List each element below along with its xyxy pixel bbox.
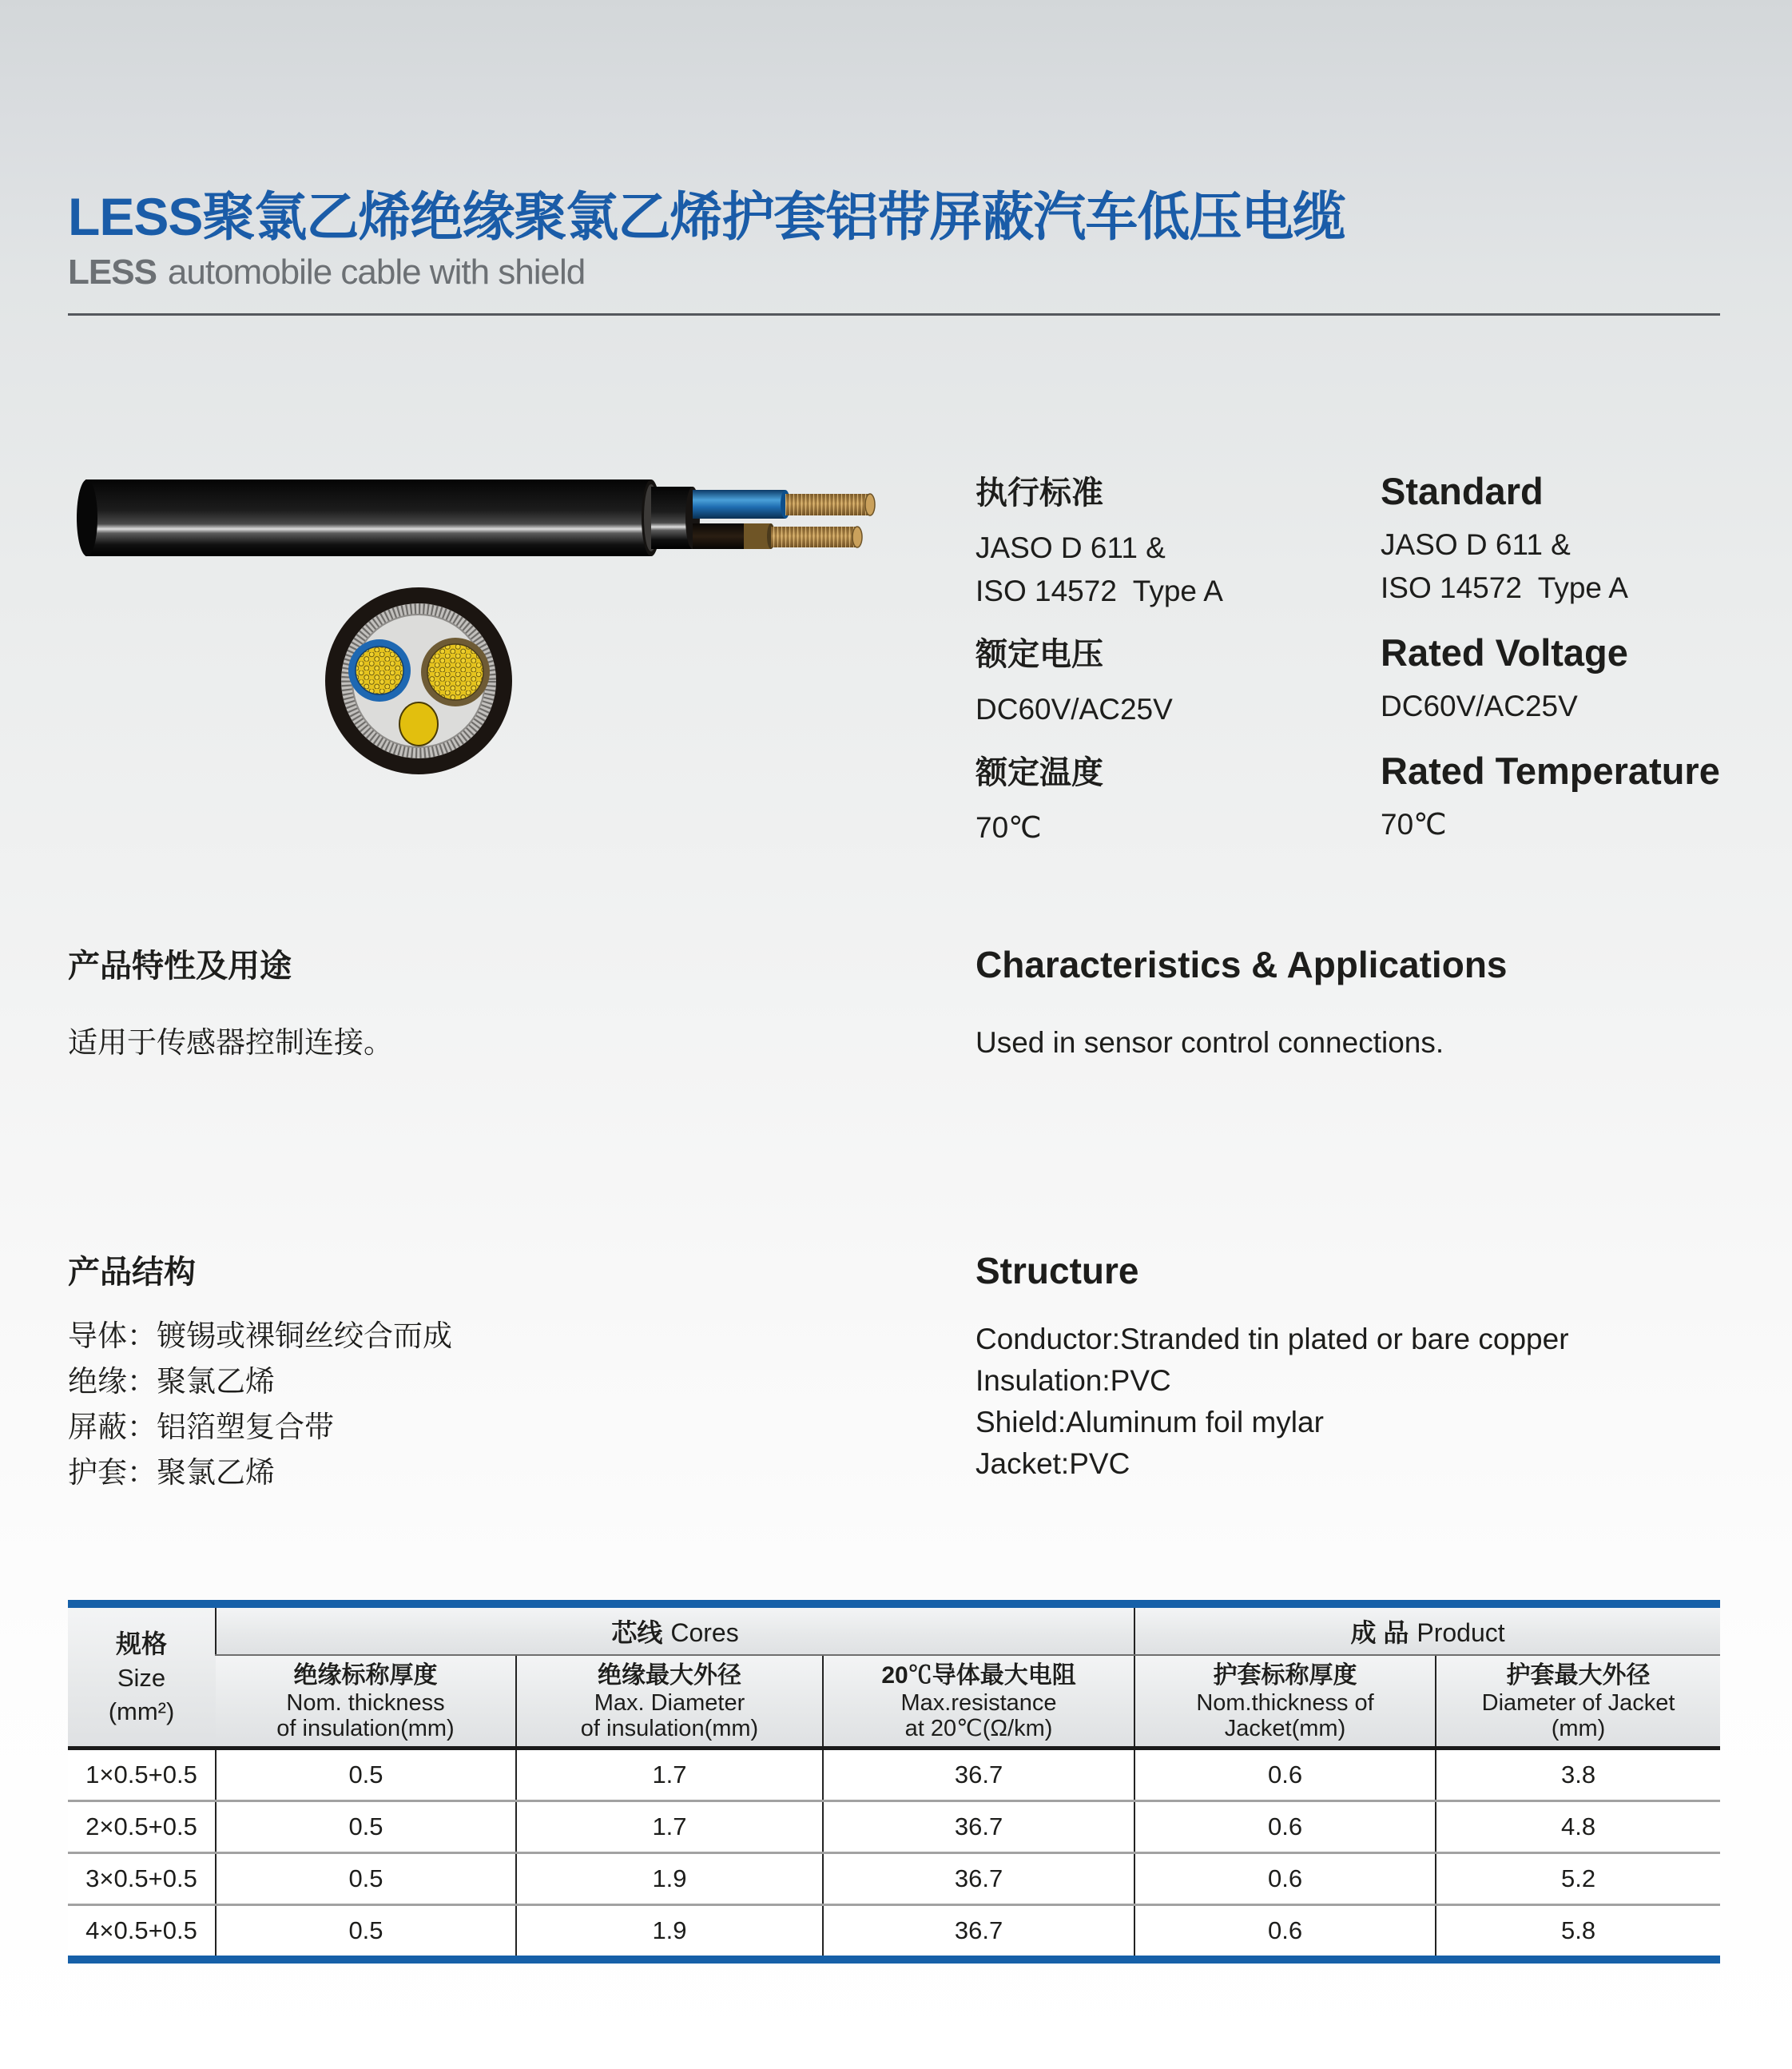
column-header-en: Nom.thickness of bbox=[1196, 1690, 1374, 1716]
table-cell: 1×0.5+0.5 bbox=[68, 1749, 216, 1801]
table-top-bar bbox=[68, 1600, 1720, 1608]
table-row bbox=[68, 1853, 1720, 1905]
table-cell: 0.5 bbox=[216, 1905, 516, 1956]
spec-line: ISO 14572 Type A bbox=[975, 575, 1223, 607]
group-header-product-cn: 成 品 bbox=[1350, 1618, 1409, 1647]
column-header-en: of insulation(mm) bbox=[580, 1716, 759, 1741]
header-divider bbox=[68, 313, 1720, 316]
spec-line: ISO 14572 Type A bbox=[1381, 571, 1628, 604]
structure-item: 绝缘：聚氯乙烯 bbox=[68, 1365, 275, 1398]
spec-heading: Rated Voltage bbox=[1381, 631, 1628, 674]
spec-group-standard-cn bbox=[975, 474, 1351, 613]
structure-list-en bbox=[975, 1319, 1569, 1485]
structure-item: Shield:Aluminum foil mylar bbox=[975, 1406, 1324, 1438]
group-header-cores-en: Cores bbox=[670, 1618, 739, 1647]
structure-item: Insulation:PVC bbox=[975, 1364, 1171, 1397]
column-header-en: of insulation(mm) bbox=[276, 1716, 455, 1741]
table-row bbox=[68, 1801, 1720, 1853]
table-cell: 1.7 bbox=[516, 1749, 823, 1801]
table-cell: 5.8 bbox=[1436, 1905, 1720, 1956]
column-header-en: (mm) bbox=[1551, 1716, 1606, 1741]
table-cell: 0.6 bbox=[1134, 1801, 1436, 1853]
column-header-en: Max.resistance bbox=[900, 1690, 1057, 1716]
spec-heading: 执行标准 bbox=[975, 475, 1103, 511]
spec-heading: Standard bbox=[1381, 470, 1544, 512]
brand-name: LESS bbox=[68, 253, 157, 292]
column-header-max-resistance bbox=[823, 1655, 1134, 1749]
structure-list-cn bbox=[68, 1313, 452, 1495]
structure-item: Conductor:Stranded tin plated or bare copper bbox=[975, 1323, 1569, 1355]
column-header-en: at 20℃(Ω/km) bbox=[904, 1716, 1053, 1741]
table-cell: 3.8 bbox=[1436, 1749, 1720, 1801]
cable-cross-section bbox=[325, 587, 512, 774]
spec-line: DC60V/AC25V bbox=[1381, 690, 1578, 722]
table-cell: 5.2 bbox=[1436, 1853, 1720, 1905]
size-header-cn: 规格 bbox=[115, 1629, 167, 1658]
structure-item: 导体：镀锡或裸铜丝绞合而成 bbox=[68, 1319, 452, 1352]
spec-line: DC60V/AC25V bbox=[975, 693, 1173, 726]
structure-heading-en: Structure bbox=[975, 1250, 1139, 1291]
spec-group-voltage-en bbox=[1381, 632, 1756, 728]
column-header-cn: 20℃导体最大电阻 bbox=[881, 1662, 1076, 1689]
column-header-jacket-diameter bbox=[1436, 1655, 1720, 1749]
page-subtitle bbox=[68, 253, 585, 292]
table-cell: 0.6 bbox=[1134, 1853, 1436, 1905]
column-header-en: Max. Diameter bbox=[594, 1690, 745, 1716]
table-cell: 0.5 bbox=[216, 1853, 516, 1905]
column-header-cn: 绝缘最大外径 bbox=[598, 1662, 741, 1689]
table-cell: 0.5 bbox=[216, 1801, 516, 1853]
column-header-insulation-diameter bbox=[516, 1655, 823, 1749]
column-header-cn: 绝缘标称厚度 bbox=[293, 1662, 438, 1689]
table-cell: 36.7 bbox=[823, 1801, 1134, 1853]
structure-item: 护套：聚氯乙烯 bbox=[68, 1456, 275, 1489]
table-cell: 1.7 bbox=[516, 1801, 823, 1853]
spec-column-en bbox=[1381, 471, 1756, 869]
structure-heading-cn: 产品结构 bbox=[68, 1255, 196, 1290]
characteristics-body-en: Used in sensor control connections. bbox=[975, 1026, 1444, 1059]
subtitle-text: automobile cable with shield bbox=[167, 253, 586, 292]
table-cell: 4×0.5+0.5 bbox=[68, 1905, 216, 1956]
characteristics-heading-en: Characteristics & Applications bbox=[975, 944, 1508, 985]
column-header-en: Jacket(mm) bbox=[1224, 1716, 1346, 1741]
spec-line: JASO D 611 & bbox=[975, 531, 1166, 564]
column-header-insulation-thickness bbox=[216, 1655, 516, 1749]
spec-heading: 额定电压 bbox=[975, 637, 1103, 672]
table-cell: 36.7 bbox=[823, 1905, 1134, 1956]
spec-line: 70℃ bbox=[1381, 808, 1447, 841]
spec-line: JASO D 611 & bbox=[1381, 528, 1571, 561]
spec-heading: 额定温度 bbox=[975, 755, 1103, 790]
table-cell: 2×0.5+0.5 bbox=[68, 1801, 216, 1853]
table-cell: 1.9 bbox=[516, 1905, 823, 1956]
characteristics-body-cn: 适用于传感器控制连接。 bbox=[68, 1026, 393, 1059]
table-cell: 36.7 bbox=[823, 1853, 1134, 1905]
size-header-cell bbox=[68, 1608, 216, 1749]
column-header-cn: 护套标称厚度 bbox=[1213, 1662, 1357, 1689]
group-header-cores-cn: 芯线 bbox=[611, 1618, 663, 1647]
table-row bbox=[68, 1905, 1720, 1956]
cable-illustration bbox=[76, 460, 883, 795]
structure-item: 屏蔽：铝箔塑复合带 bbox=[68, 1411, 334, 1443]
table-row bbox=[68, 1749, 1720, 1801]
table-cell: 4.8 bbox=[1436, 1801, 1720, 1853]
table-cell: 3×0.5+0.5 bbox=[68, 1853, 216, 1905]
structure-item: Jacket:PVC bbox=[975, 1447, 1130, 1480]
column-header-en: Diameter of Jacket bbox=[1481, 1690, 1675, 1716]
table-bottom-bar bbox=[68, 1956, 1720, 1964]
table-cell: 0.6 bbox=[1134, 1749, 1436, 1801]
table-cell: 1.9 bbox=[516, 1853, 823, 1905]
group-header-cores bbox=[216, 1608, 1134, 1655]
cable-side-view bbox=[77, 479, 875, 556]
column-header-cn: 护套最大外径 bbox=[1506, 1662, 1651, 1689]
spec-group-voltage-cn bbox=[975, 635, 1351, 731]
table-cell: 0.6 bbox=[1134, 1905, 1436, 1956]
size-header-unit: (mm²) bbox=[108, 1697, 175, 1725]
table-cell: 36.7 bbox=[823, 1749, 1134, 1801]
characteristics-heading-cn: 产品特性及用途 bbox=[68, 949, 292, 984]
spec-line: 70℃ bbox=[975, 811, 1042, 844]
column-header-en: Nom. thickness bbox=[286, 1690, 445, 1716]
spec-table bbox=[68, 1600, 1720, 1964]
column-header-jacket-thickness bbox=[1134, 1655, 1436, 1749]
page-title: LESS聚氯乙烯绝缘聚氯乙烯护套铝带屏蔽汽车低压电缆 bbox=[68, 187, 1345, 246]
group-header-product bbox=[1134, 1608, 1720, 1655]
spec-group-temperature-cn bbox=[975, 754, 1351, 849]
spec-column-cn bbox=[975, 474, 1351, 872]
table-cell: 0.5 bbox=[216, 1749, 516, 1801]
group-header-product-en: Product bbox=[1417, 1618, 1505, 1647]
spec-group-temperature-en bbox=[1381, 750, 1756, 846]
spec-heading: Rated Temperature bbox=[1381, 750, 1720, 792]
spec-group-standard-en bbox=[1381, 471, 1756, 610]
size-header-en: Size bbox=[117, 1663, 166, 1692]
